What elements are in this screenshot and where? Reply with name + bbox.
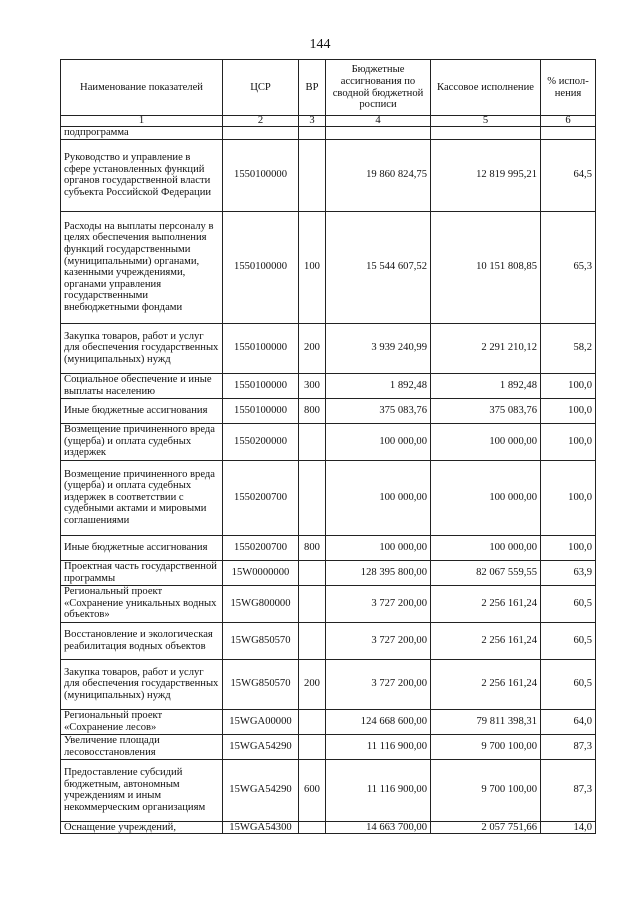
- execution-amount: 2 057 751,66: [431, 821, 541, 834]
- execution-percent: 64,5: [541, 139, 596, 211]
- vr-code: [299, 622, 326, 659]
- table-row: [61, 211, 596, 323]
- execution-percent: 100,0: [541, 373, 596, 398]
- indicator-name: Иные бюджетные ассигнования: [61, 535, 223, 560]
- csr-code: 15WGA54290: [223, 734, 299, 759]
- indicator-name: Региональный проект «Сохранение уникальных водных объектов»: [61, 585, 223, 622]
- execution-percent: 64,0: [541, 709, 596, 734]
- execution-amount: 375 083,76: [431, 398, 541, 423]
- csr-code: 1550100000: [223, 323, 299, 373]
- csr-code: 15WGA00000: [223, 709, 299, 734]
- execution-percent: 65,3: [541, 211, 596, 323]
- header-vr: ВР: [299, 60, 326, 116]
- execution-amount: 2 256 161,24: [431, 659, 541, 709]
- table-row: [61, 734, 596, 759]
- vr-code: [299, 127, 326, 140]
- execution-percent: 87,3: [541, 759, 596, 821]
- indicator-name: подпрограмма: [61, 127, 223, 140]
- allocation-amount: 11 116 900,00: [326, 734, 431, 759]
- vr-code: [299, 423, 326, 460]
- header-name: Наименование показателей: [61, 60, 223, 116]
- header-execution: Кассовое исполнение: [431, 60, 541, 116]
- vr-code: 200: [299, 323, 326, 373]
- execution-amount: 9 700 100,00: [431, 759, 541, 821]
- header-row: [61, 60, 596, 116]
- vr-code: [299, 709, 326, 734]
- csr-code: 1550200700: [223, 460, 299, 535]
- table-row: [61, 398, 596, 423]
- execution-percent: 100,0: [541, 398, 596, 423]
- indicator-name: Предоставление субсидий бюджетным, автономным учреждениям и иным некоммерческим организациям: [61, 759, 223, 821]
- execution-amount: 10 151 808,85: [431, 211, 541, 323]
- vr-code: 600: [299, 759, 326, 821]
- indicator-name: Закупка товаров, работ и услуг для обеспечения государственных (муниципальных) нужд: [61, 323, 223, 373]
- column-number: 3: [299, 116, 326, 127]
- csr-code: 1550100000: [223, 211, 299, 323]
- allocation-amount: 375 083,76: [326, 398, 431, 423]
- header-csr: ЦСР: [223, 60, 299, 116]
- execution-amount: 9 700 100,00: [431, 734, 541, 759]
- execution-percent: 100,0: [541, 460, 596, 535]
- indicator-name: Расходы на выплаты персоналу в целях обеспечения выполнения функций государственными (муниципальными) органами, казенными учреждениями, органами управления государственными внебюджетными фондами: [61, 211, 223, 323]
- column-number: 1: [61, 116, 223, 127]
- execution-percent: 100,0: [541, 535, 596, 560]
- execution-percent: 87,3: [541, 734, 596, 759]
- vr-code: [299, 460, 326, 535]
- allocation-amount: [326, 127, 431, 140]
- vr-code: [299, 560, 326, 585]
- indicator-name: Руководство и управление в сфере установленных функций органов государственной власти субъекта Российской Федерации: [61, 139, 223, 211]
- execution-amount: 2 256 161,24: [431, 585, 541, 622]
- csr-code: 15WG850570: [223, 659, 299, 709]
- execution-amount: 100 000,00: [431, 460, 541, 535]
- allocation-amount: 14 663 700,00: [326, 821, 431, 834]
- execution-percent: 60,5: [541, 585, 596, 622]
- csr-code: 15WGA54290: [223, 759, 299, 821]
- execution-amount: [431, 127, 541, 140]
- table-row: [61, 127, 596, 140]
- execution-percent: 63,9: [541, 560, 596, 585]
- csr-code: [223, 127, 299, 140]
- csr-code: 1550200000: [223, 423, 299, 460]
- vr-code: 200: [299, 659, 326, 709]
- vr-code: 300: [299, 373, 326, 398]
- execution-percent: [541, 127, 596, 140]
- execution-amount: 2 256 161,24: [431, 622, 541, 659]
- allocation-amount: 3 727 200,00: [326, 585, 431, 622]
- indicator-name: Возмещение причиненного вреда (ущерба) и оплата судебных издержек: [61, 423, 223, 460]
- indicator-name: Иные бюджетные ассигнования: [61, 398, 223, 423]
- table-row: [61, 460, 596, 535]
- column-number-row: [61, 116, 596, 127]
- csr-code: 1550100000: [223, 139, 299, 211]
- table-row: [61, 373, 596, 398]
- execution-percent: 58,2: [541, 323, 596, 373]
- vr-code: [299, 734, 326, 759]
- execution-amount: 2 291 210,12: [431, 323, 541, 373]
- allocation-amount: 3 727 200,00: [326, 622, 431, 659]
- vr-code: 800: [299, 535, 326, 560]
- table-body: [61, 127, 596, 834]
- indicator-name: Региональный проект «Сохранение лесов»: [61, 709, 223, 734]
- indicator-name: Возмещение причиненного вреда (ущерба) и оплата судебных издержек в соответствии с судебными актами и мировыми соглашениями: [61, 460, 223, 535]
- execution-percent: 14,0: [541, 821, 596, 834]
- table-row: [61, 659, 596, 709]
- allocation-amount: 100 000,00: [326, 535, 431, 560]
- execution-percent: 60,5: [541, 622, 596, 659]
- table-row: [61, 323, 596, 373]
- vr-code: [299, 585, 326, 622]
- header-allocations: Бюджетные ассигнования по сводной бюджетной росписи: [326, 60, 431, 116]
- indicator-name: Восстановление и экологическая реабилитация водных объектов: [61, 622, 223, 659]
- table-row: [61, 821, 596, 834]
- table-row: [61, 759, 596, 821]
- vr-code: [299, 139, 326, 211]
- execution-percent: 60,5: [541, 659, 596, 709]
- allocation-amount: 100 000,00: [326, 423, 431, 460]
- column-number: 2: [223, 116, 299, 127]
- execution-amount: 82 067 559,55: [431, 560, 541, 585]
- csr-code: 15WG850570: [223, 622, 299, 659]
- indicator-name: Проектная часть государственной программы: [61, 560, 223, 585]
- vr-code: 100: [299, 211, 326, 323]
- execution-amount: 1 892,48: [431, 373, 541, 398]
- allocation-amount: 1 892,48: [326, 373, 431, 398]
- execution-amount: 79 811 398,31: [431, 709, 541, 734]
- column-number: 5: [431, 116, 541, 127]
- execution-percent: 100,0: [541, 423, 596, 460]
- table-row: [61, 560, 596, 585]
- budget-execution-table: [60, 59, 596, 834]
- allocation-amount: 3 939 240,99: [326, 323, 431, 373]
- csr-code: 1550200700: [223, 535, 299, 560]
- allocation-amount: 128 395 800,00: [326, 560, 431, 585]
- indicator-name: Оснащение учреждений,: [61, 821, 223, 834]
- page-number: 144: [309, 37, 331, 52]
- allocation-amount: 15 544 607,52: [326, 211, 431, 323]
- table-row: [61, 423, 596, 460]
- allocation-amount: 19 860 824,75: [326, 139, 431, 211]
- csr-code: 15WGA54300: [223, 821, 299, 834]
- execution-amount: 100 000,00: [431, 535, 541, 560]
- execution-amount: 12 819 995,21: [431, 139, 541, 211]
- column-number: 6: [541, 116, 596, 127]
- table-row: [61, 139, 596, 211]
- csr-code: 1550100000: [223, 398, 299, 423]
- csr-code: 15W0000000: [223, 560, 299, 585]
- allocation-amount: 11 116 900,00: [326, 759, 431, 821]
- indicator-name: Социальное обеспечение и иные выплаты населению: [61, 373, 223, 398]
- table-row: [61, 585, 596, 622]
- allocation-amount: 100 000,00: [326, 460, 431, 535]
- table-row: [61, 622, 596, 659]
- csr-code: 15WG800000: [223, 585, 299, 622]
- table-row: [61, 535, 596, 560]
- execution-amount: 100 000,00: [431, 423, 541, 460]
- column-number: 4: [326, 116, 431, 127]
- allocation-amount: 124 668 600,00: [326, 709, 431, 734]
- indicator-name: Закупка товаров, работ и услуг для обеспечения государственных (муниципальных) нужд: [61, 659, 223, 709]
- vr-code: [299, 821, 326, 834]
- vr-code: 800: [299, 398, 326, 423]
- header-percent: % испол- нения: [541, 60, 596, 116]
- csr-code: 1550100000: [223, 373, 299, 398]
- table-row: [61, 709, 596, 734]
- allocation-amount: 3 727 200,00: [326, 659, 431, 709]
- indicator-name: Увеличение площади лесовосстановления: [61, 734, 223, 759]
